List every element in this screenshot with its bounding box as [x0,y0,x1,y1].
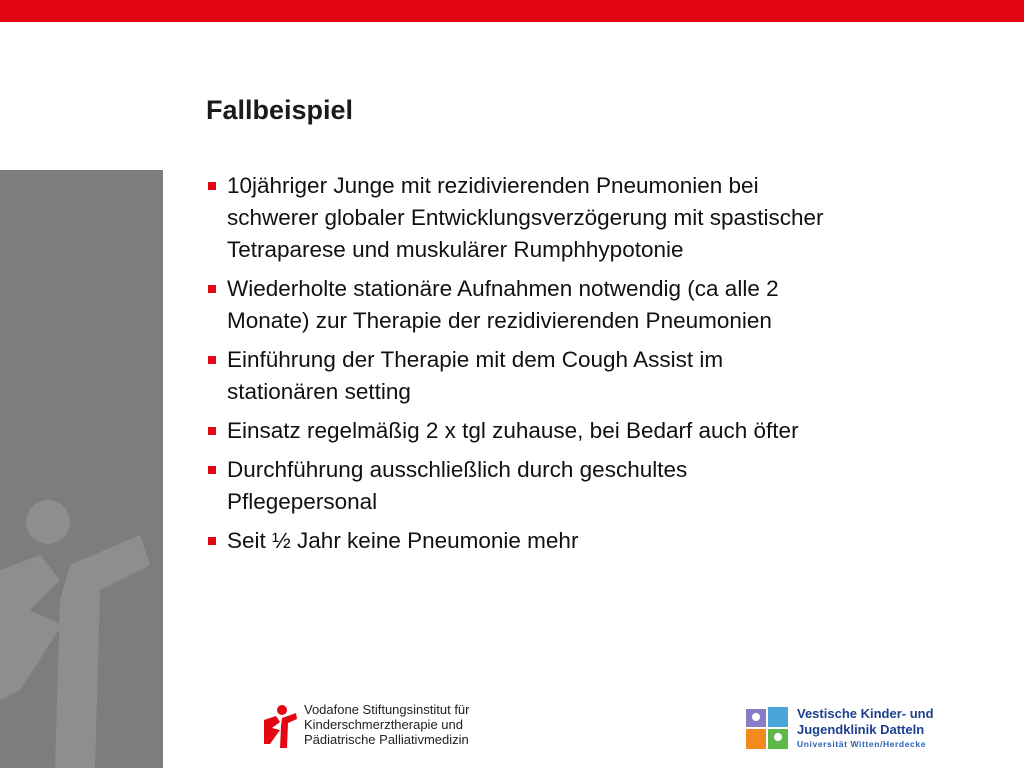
clinic-logo [745,705,975,753]
clinic-name-line: Vestische Kinder- und [797,706,934,721]
logo-text-line: Vodafone Stiftungsinstitut für [304,702,470,717]
side-decoration-panel [0,170,163,768]
bullet-line: Einführung der Therapie mit dem Cough Assist im [227,347,724,372]
bullet-item [207,415,1007,447]
clinic-logo-icon [745,705,791,751]
bullet-line: Pflegepersonal [227,489,378,514]
bullet-line: Seit ½ Jahr keine Pneumonie mehr [227,528,579,553]
bullet-line: stationären setting [227,379,411,404]
clinic-name-line: Jugendklinik Datteln [797,722,925,737]
bullet-line: Monate) zur Therapie der rezidivierenden Pneumonien [227,308,772,333]
logo-text-line: Kinderschmerztherapie und [304,717,463,732]
bullet-line: Durchführung ausschließlich durch geschultes [227,457,688,482]
university-label: Universität Witten/Herdecke [797,739,927,749]
bullet-square-icon [208,427,216,435]
bullet-line: Wiederholte stationäre Aufnahmen notwendig (ca alle 2 [227,276,779,301]
bullet-line: 10jähriger Junge mit rezidivierenden Pneumonien bei [227,173,759,198]
bullet-line: schwerer globaler Entwicklungsverzögerung mit spastischer [227,205,824,230]
figure-logo-icon [262,704,298,748]
bullet-item [207,525,1007,557]
logo-text-line: Pädiatrische Palliativmedizin [304,732,469,747]
bullet-square-icon [208,285,216,293]
bullet-item [207,454,1007,518]
figure-watermark-icon [0,170,163,768]
bullet-square-icon [208,356,216,364]
bullet-item [207,170,1007,266]
bullet-line: Einsatz regelmäßig 2 x tgl zuhause, bei Bedarf auch öfter [227,418,799,443]
vodafone-institute-logo [262,702,502,750]
bullet-item [207,344,1007,408]
bullet-line: Tetraparese und muskulärer Rumphhypotonie [227,237,684,262]
top-accent-bar [0,0,1024,22]
slide-title: Fallbeispiel [206,95,354,125]
bullet-list [207,170,1007,564]
bullet-square-icon [208,537,216,545]
bullet-square-icon [208,466,216,474]
bullet-square-icon [208,182,216,190]
bullet-item [207,273,1007,337]
